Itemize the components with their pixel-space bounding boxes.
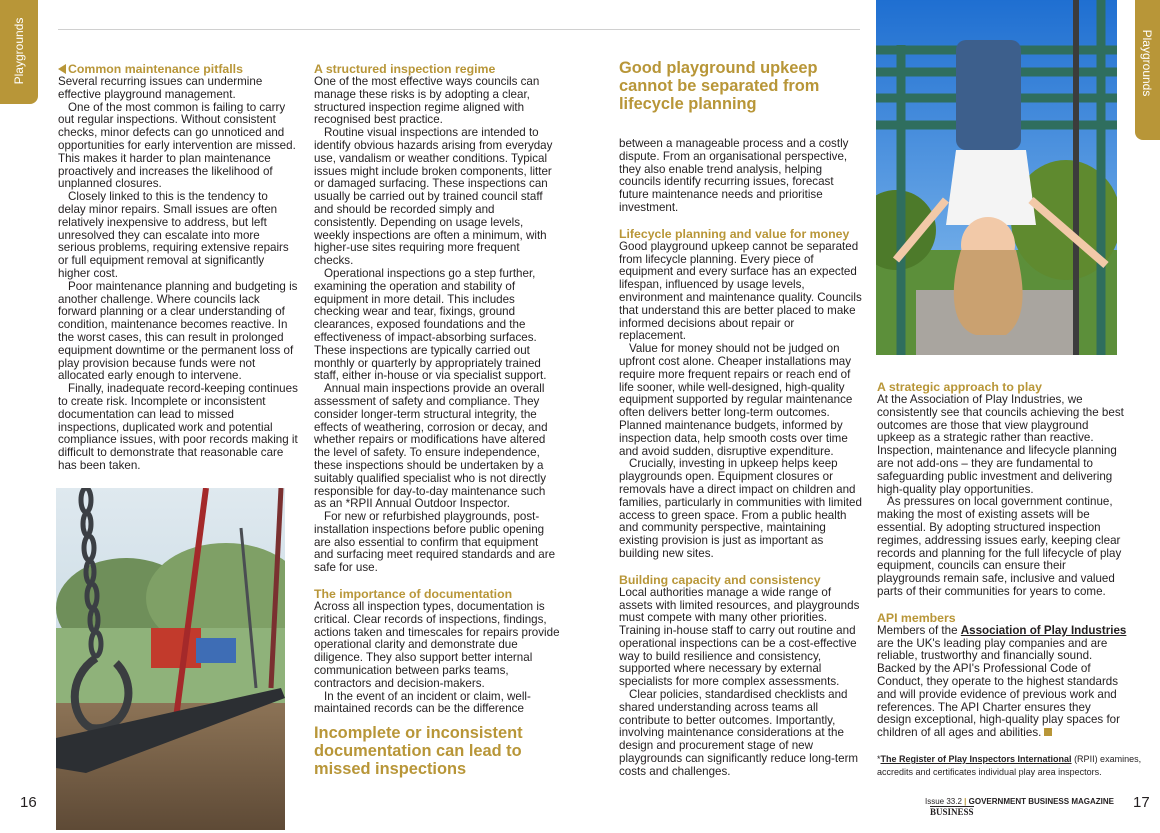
swing-photo [56, 488, 285, 830]
paragraph-api-members: Members of the Association of Play Industries are the UK's leading play companies and are reliable, trustworthy and financially sound. Backed by the API's Professional Code of Conduct, they operate to the highest standards and will provide evidence of previous work and references. The API Charter ensures they design exceptional, high-quality play spaces for children of all ages and abilities. [877, 623, 1127, 740]
column-4 [877, 380, 1127, 740]
heading-strategic-approach: A strategic approach to play [877, 380, 1042, 394]
heading-api-members: API members [877, 610, 956, 625]
child-climbing-photo [876, 0, 1117, 355]
heading-lifecycle-planning: Lifecycle planning and value for money [619, 226, 850, 241]
paragraph: One of the most common is failing to carry out regular inspections. Without consistent checks, minor defects can go unnoticed and opportunities for early intervention are missed. This makes it harder to plan maintenance proactively and increases the likelihood of unplanned closures. [58, 100, 296, 191]
paragraph: Annual main inspections provide an overall assessment of safety and compliance. They consider longer-term structural integrity, the effects of weathering, corrosion or decay, and whether repairs or modifications have altered the level of safety. To ensure independence, these inspections should be undertaken by a suitably qualified specialist who is not directly responsible for day-to-day maintenance such as an *RPII Annual Outdoor Inspector. [314, 382, 548, 511]
footer-issue: Issue 33.2 | GOVERNMENT BUSINESS MAGAZINE BUSINESS [925, 797, 1114, 817]
rpii-link[interactable]: The Register of Play Inspectors International [880, 754, 1072, 764]
paragraph: Clear policies, standardised checklists and shared understanding across teams all contribute to better outcomes. Importantly, involving maintenance considerations at the design and procurement stage of new playgrounds can significantly reduce long-term costs and challenges. [619, 688, 859, 778]
climbing-frame-illustration [876, 0, 1117, 355]
column-3 [619, 138, 863, 779]
paragraph: Several recurring issues can undermine effective playground management. [58, 75, 263, 101]
paragraph: For new or refurbished playgrounds, post-installation inspections before public opening are also essential to confirm that equipment and surfacing meet required standards and are safe for use. [314, 510, 556, 575]
section-tab-label: Playgrounds [1140, 29, 1154, 97]
footnote: *The Register of Play Inspectors International (RPII) examines, accredits and certificates individual play area inspectors. [877, 754, 1142, 777]
column-2 [314, 62, 560, 716]
paragraph: Closely linked to this is the tendency to delay minor repairs. Small issues are often relatively inexpensive to address, but left unresolved they can escalate into more serious problems, requiring extensive repairs or full equipment removal at significantly higher cost. [58, 190, 289, 280]
swing-illustration [56, 488, 285, 830]
page-number-right: 17 [1133, 794, 1150, 811]
paragraph: One of the most effective ways councils can manage these risks is by adopting a clear, structured inspection regime aligned with recognised best practice. [314, 75, 540, 127]
paragraph: In the event of an incident or claim, well-maintained records can be the difference [314, 689, 531, 716]
pull-quote-documentation: Incomplete or inconsistent documentation can lead to missed inspections [314, 724, 523, 778]
section-tab-right [1135, 0, 1160, 140]
top-rule [58, 29, 860, 30]
paragraph: Value for money should not be judged on upfront cost alone. Cheaper installations may require more frequent repairs or reach end of life sooner, while well-designed, high-quality equipment supported by regular maintenance often delivers better long-term outcomes. Planned maintenance budgets, informed by inspection data, help smooth costs over time and avoid sudden, disruptive expenditure. [619, 342, 853, 458]
section-tab-label: Playgrounds [12, 17, 26, 85]
heading-inspection-regime: A structured inspection regime [314, 62, 496, 76]
paragraph: Crucially, investing in upkeep helps keep playgrounds open. Equipment closures or removals have a direct impact on children and families, particularly in communities with limited access to green space. From a public health and community perspective, maintaining existing provision is just as important as building new sites. [619, 457, 862, 560]
paragraph: Poor maintenance planning and budgeting is another challenge. Where councils lack forward planning or a clear understanding of condition, maintenance becomes reactive. In the worst cases, this can result in prolonged equipment downtime or the permanent loss of play provision because funds were not allocated early enough to intervene. [58, 279, 298, 383]
paragraph: between a manageable process and a costly dispute. From an organisational perspective, they also enable trend analysis, helping councils identify recurring issues, forecast future maintenance needs and prioritise investment. [619, 137, 849, 214]
column-1 [58, 62, 298, 473]
section-tab-left [0, 0, 38, 104]
paragraph: Operational inspections go a step further, examining the operation and stability of equipment in more detail. This includes checking wear and tear, fixings, ground clearances, exposed foundations and the effectiveness of impact-absorbing surfaces. These inspections are typically carried out monthly or quarterly by appropriately trained staff, either in-house or via specialist support. [314, 266, 547, 383]
heading-common-pitfalls: Common maintenance pitfalls [58, 62, 298, 76]
heading-documentation: The importance of documentation [314, 587, 513, 602]
pull-quote-lifecycle: Good playground upkeep cannot be separated from lifecycle planning [619, 59, 820, 113]
paragraph: Good playground upkeep cannot be separated from lifecycle planning. Every piece of equipment and every surface has an expected lifespan, influenced by usage levels, environment and maintenance quality. Councils that understand this are better placed to make informed decisions about repair or replacement. [619, 239, 862, 343]
association-of-play-industries-link[interactable]: Association of Play Industries [960, 623, 1127, 637]
heading-building-capacity: Building capacity and consistency [619, 572, 821, 587]
paragraph: At the Association of Play Industries, we consistently see that councils achieving the best outcomes are those that view playground upkeep as a strategic rather than reactive. Inspection, maintenance and lifecycle planning are not add-ons – they are fundamental to safeguarding public investment and delivering high-quality play opportunities. [877, 393, 1124, 496]
back-arrow-icon [58, 64, 66, 74]
paragraph: Across all inspection types, documentation is critical. Clear records of inspections, findings, actions taken and timescales for repairs provide operational clarity and demonstrate due diligence. They also support better internal communication between parks teams, contractors and decision-makers. [314, 600, 560, 690]
paragraph: As pressures on local government continue, making the most of existing assets will be essential. By adopting structured inspection regimes, addressing issues early, keeping clear records and planning for the full lifecycle of play equipment, councils can ensure their playgrounds remain safe, inclusive and valued parts of their communities for years to come. [877, 495, 1122, 598]
paragraph: Routine visual inspections are intended to identify obvious hazards arising from everyday use, vandalism or weather conditions. Typical issues might include broken components, litter or damaged surfacing. These inspections can usually be carried out by trained council staff and should be recorded simply and consistently. Depending on usage levels, weekly inspections are often a minimum, with higher-use sites requiring more frequent checks. [314, 126, 553, 268]
paragraph: Local authorities manage a wide range of assets with limited resources, and playgrounds must compete with many other priorities. Training in-house staff to carry out routine and operational inspections can be a cost-effective way to build resilience and consistency, supported where necessary by external specialists for more complex assessments. [619, 585, 860, 689]
issue-number: Issue 33.2 [925, 797, 962, 806]
paragraph: Finally, inadequate record-keeping continues to create risk. Incomplete or inconsistent documentation can lead to missed inspections, duplicated work and potential compliance issues, with poor records making it difficult to demonstrate that reasonable care has been taken. [58, 382, 298, 472]
page-number-left: 16 [20, 794, 37, 811]
magazine-logo: BUSINESS [930, 807, 974, 817]
end-mark-icon [1044, 728, 1052, 736]
magazine-name: GOVERNMENT BUSINESS MAGAZINE [968, 797, 1114, 806]
